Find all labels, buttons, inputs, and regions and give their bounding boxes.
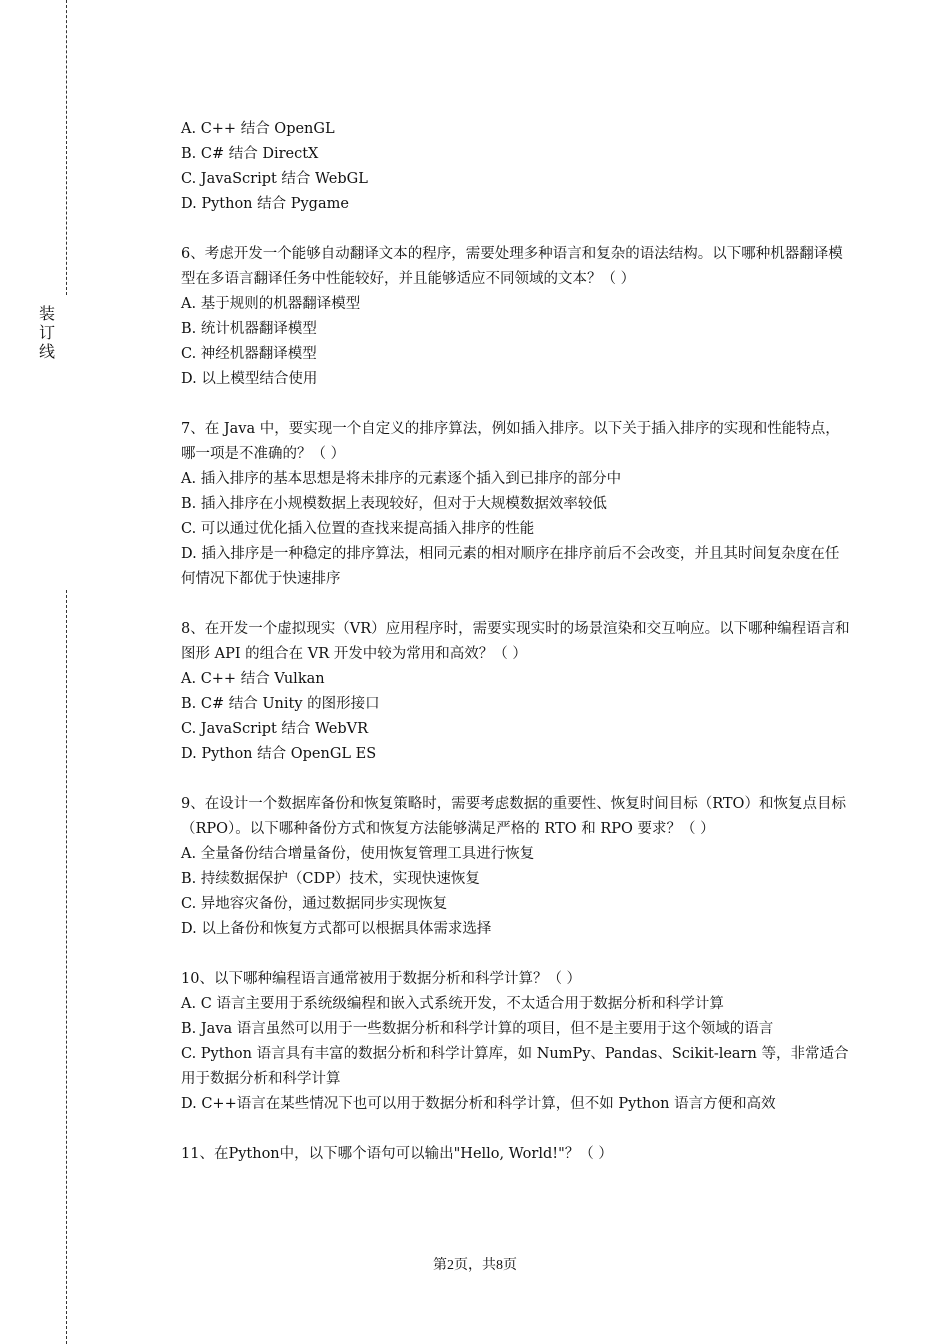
question-11 xyxy=(181,1142,853,1167)
question-6-option-c: C. 神经机器翻译模型 xyxy=(181,346,317,362)
page-number-footer: 第2页，共8页 xyxy=(433,1258,517,1273)
question-8-stem: 8、在开发一个虚拟现实（VR）应用程序时，需要实现实时的场景渲染和交互响应。以下哪种编程语言和图形 API 的组合在 VR 开发中较为常用和高效？（ ） xyxy=(181,621,850,662)
question-8-option-c: C. JavaScript 结合 WebVR xyxy=(181,721,369,737)
question-6-option-d: D. 以上模型结合使用 xyxy=(181,371,318,387)
question-8 xyxy=(181,617,853,767)
binding-label: 装订线 xyxy=(38,304,55,361)
question-6-stem: 6、考虑开发一个能够自动翻译文本的程序，需要处理多种语言和复杂的语法结构。以下哪种机器翻译模型在多语言翻译任务中性能较好，并且能够适应不同领域的文本？（ ） xyxy=(181,246,843,287)
question-5-option-d: D. Python 结合 Pygame xyxy=(181,196,349,212)
question-9-option-c: C. 异地容灾备份，通过数据同步实现恢复 xyxy=(181,896,448,912)
question-5-option-c: C. JavaScript 结合 WebGL xyxy=(181,171,368,187)
question-10-option-b: B. Java 语言虽然可以用于一些数据分析和科学计算的项目，但不是主要用于这个领域的语言 xyxy=(181,1021,774,1037)
question-7-stem: 7、在 Java 中，要实现一个自定义的排序算法，例如插入排序。以下关于插入排序的实现和性能特点，哪一项是不准确的？（ ） xyxy=(181,421,840,462)
question-9-option-b: B. 持续数据保护（CDP）技术，实现快速恢复 xyxy=(181,871,480,887)
question-7-option-a: A. 插入排序的基本思想是将未排序的元素逐个插入到已排序的部分中 xyxy=(181,471,622,487)
question-9-option-d: D. 以上备份和恢复方式都可以根据具体需求选择 xyxy=(181,921,492,937)
question-7 xyxy=(181,417,853,592)
question-10 xyxy=(181,967,853,1117)
question-6-option-a: A. 基于规则的机器翻译模型 xyxy=(181,296,361,312)
question-7-option-c: C. 可以通过优化插入位置的查找来提高插入排序的性能 xyxy=(181,521,535,537)
question-11-stem: 11、在Python中，以下哪个语句可以输出"Hello, World!"？（ ） xyxy=(181,1146,613,1162)
binding-line-top xyxy=(66,0,67,295)
question-5-option-a: A. C++ 结合 OpenGL xyxy=(181,121,335,137)
question-8-option-a: A. C++ 结合 Vulkan xyxy=(181,671,325,687)
question-5-option-b: B. C# 结合 DirectX xyxy=(181,146,319,162)
question-9-stem: 9、在设计一个数据库备份和恢复策略时，需要考虑数据的重要性、恢复时间目标（RTO）和恢复点目标（RPO）。以下哪种备份方式和恢复方法能够满足严格的 RTO 和 RPO 要求？（ ） xyxy=(181,796,846,837)
question-7-option-b: B. 插入排序在小规模数据上表现较好，但对于大规模数据效率较低 xyxy=(181,496,607,512)
question-5-continued-options xyxy=(181,117,853,217)
question-8-option-b: B. C# 结合 Unity 的图形接口 xyxy=(181,696,380,712)
question-10-stem: 10、以下哪种编程语言通常被用于数据分析和科学计算？（ ） xyxy=(181,971,582,987)
question-10-option-c: C. Python 语言具有丰富的数据分析和科学计算库，如 NumPy、Pandas、Scikit-learn 等，非常适合用于数据分析和科学计算 xyxy=(181,1046,849,1087)
question-10-option-a: A. C 语言主要用于系统级编程和嵌入式系统开发，不太适合用于数据分析和科学计算 xyxy=(181,996,724,1012)
question-6 xyxy=(181,242,853,392)
question-7-option-d: D. 插入排序是一种稳定的排序算法，相同元素的相对顺序在排序前后不会改变，并且其时间复杂度在任何情况下都优于快速排序 xyxy=(181,546,840,587)
question-8-option-d: D. Python 结合 OpenGL ES xyxy=(181,746,377,762)
question-6-option-b: B. 统计机器翻译模型 xyxy=(181,321,317,337)
exam-content xyxy=(181,117,853,1192)
question-9 xyxy=(181,792,853,942)
question-10-option-d: D. C++语言在某些情况下也可以用于数据分析和科学计算，但不如 Python 语言方便和高效 xyxy=(181,1096,776,1112)
question-9-option-a: A. 全量备份结合增量备份，使用恢复管理工具进行恢复 xyxy=(181,846,535,862)
binding-line-bottom xyxy=(66,590,67,1344)
